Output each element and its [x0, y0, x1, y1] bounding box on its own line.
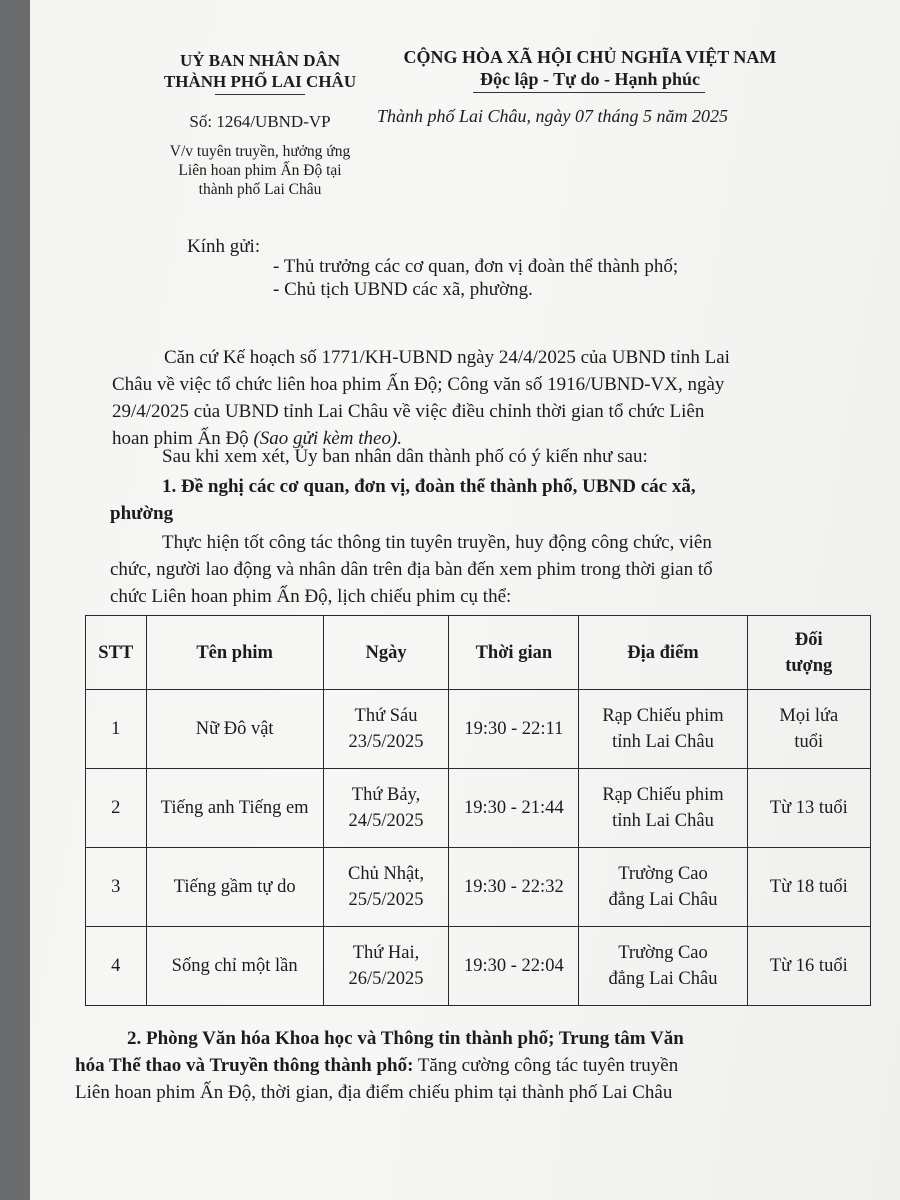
document-page: [30, 0, 900, 1200]
cell-audience-line1: Từ 16 tuổi: [769, 956, 848, 976]
cell-venue-line1: Trường Cao: [618, 943, 708, 963]
cell-venue: [579, 690, 747, 769]
cell-venue-line1: Rạp Chiếu phim: [602, 785, 724, 805]
cell-time: 19:30 - 22:32: [449, 848, 579, 927]
cell-venue: [579, 848, 747, 927]
cell-stt: 4: [86, 927, 147, 1006]
cell-date-day: 25/5/2025: [348, 890, 424, 910]
table-row: [86, 769, 871, 848]
cell-venue-line2: tỉnh Lai Châu: [612, 811, 714, 831]
cell-venue-line2: tỉnh Lai Châu: [612, 732, 714, 752]
org-name-line2: THÀNH PHỐ LAI CHÂU: [163, 72, 357, 91]
nation-line2: Độc lập - Tự do - Hạnh phúc: [479, 69, 701, 89]
cell-audience-line1: Mọi lứa: [779, 706, 839, 726]
cell-film: Tiếng anh Tiếng em: [146, 769, 323, 848]
cell-audience: [747, 927, 870, 1006]
recipient-item-1: - Thủ trưởng các cơ quan, đơn vị đoàn thể thành phố;: [273, 256, 679, 277]
cell-film: Nữ Đô vật: [146, 690, 323, 769]
section-2: [75, 1025, 875, 1106]
cell-audience-line1: Từ 13 tuổi: [769, 798, 848, 818]
subject-block: [140, 142, 380, 199]
col-header-venue: Địa điểm: [579, 616, 747, 690]
section-2-heading-line2: hóa Thể thao và Truyền thông thành phố:: [75, 1055, 414, 1076]
nation-line1: CỘNG HÒA XÃ HỘI CHỦ NGHĨA VIỆT NAM: [403, 47, 777, 67]
cell-venue: [579, 769, 747, 848]
section-2-heading-line1: 2. Phòng Văn hóa Khoa học và Thông tin thành phố; Trung tâm Văn: [127, 1028, 684, 1049]
cell-audience: [747, 769, 870, 848]
basis-line4-text: hoan phim Ấn Độ: [112, 428, 254, 449]
table-row: [86, 848, 871, 927]
section-1-heading-line1: 1. Đề nghị các cơ quan, đơn vị, đoàn thể thành phố, UBND các xã,: [162, 476, 696, 497]
section-1-text: [110, 529, 880, 610]
screening-schedule-table: [85, 615, 871, 1006]
cell-venue-line2: đẳng Lai Châu: [608, 890, 718, 910]
section-1-text-line2: chức, người lao động và nhân dân trên địa bàn đến xem phim trong thời gian tổ: [110, 559, 713, 580]
org-underline: [215, 94, 305, 95]
table-header-row: [86, 616, 871, 690]
cell-date-weekday: Thứ Bảy,: [351, 785, 421, 805]
cell-venue-line1: Rạp Chiếu phim: [602, 706, 724, 726]
national-title: [365, 46, 815, 90]
cell-date: [323, 848, 449, 927]
basis-line3: 29/4/2025 của UBND tỉnh Lai Châu về việc điều chỉnh thời gian tổ chức Liên: [112, 401, 705, 422]
cell-stt: 1: [86, 690, 147, 769]
cell-venue-line1: Trường Cao: [618, 864, 708, 884]
opinion-line: Sau khi xem xét, Ủy ban nhân dân thành phố có ý kiến như sau:: [162, 446, 648, 467]
cell-film: Tiếng gầm tự do: [146, 848, 323, 927]
cell-date: [323, 690, 449, 769]
cell-stt: 2: [86, 769, 147, 848]
cell-time: 19:30 - 22:04: [449, 927, 579, 1006]
cell-audience-line2: tuổi: [794, 732, 824, 752]
section-1-heading-line2: phường: [110, 503, 174, 524]
attachment-note: (Sao gửi kèm theo).: [253, 428, 403, 449]
section-2-line2: [75, 1052, 875, 1079]
table-row: [86, 927, 871, 1006]
cell-date-weekday: Chủ Nhật,: [347, 864, 425, 884]
col-header-audience: [747, 616, 870, 690]
section-2-text-start: Tăng cường công tác tuyên truyền: [413, 1055, 679, 1076]
cell-date-weekday: Thứ Hai,: [352, 943, 420, 963]
cell-venue-line2: đẳng Lai Châu: [608, 969, 718, 989]
cell-venue: [579, 927, 747, 1006]
cell-audience-line1: Từ 18 tuổi: [769, 877, 848, 897]
basis-line2: Châu về việc tổ chức liên hoa phim Ấn Độ; Công văn số 1916/UBND-VX, ngày: [112, 374, 725, 395]
basis-paragraph: [112, 344, 872, 452]
section-2-line3: Liên hoan phim Ấn Độ, thời gian, địa điểm chiếu phim tại thành phố Lai Châu: [75, 1082, 673, 1103]
recipient-item-2: - Chủ tịch UBND các xã, phường.: [273, 279, 533, 300]
col-header-time: Thời gian: [449, 616, 579, 690]
audience-header-line1: Đối: [794, 629, 823, 650]
cell-time: 19:30 - 21:44: [449, 769, 579, 848]
org-name-line1: UỶ BAN NHÂN DÂN: [179, 51, 341, 70]
basis-line1: Căn cứ Kế hoạch số 1771/KH-UBND ngày 24/4/2025 của UBND tỉnh Lai: [164, 347, 730, 368]
subject-line1: V/v tuyên truyền, hưởng ứng: [169, 143, 351, 160]
place-date: Thành phố Lai Châu, ngày 07 tháng 5 năm 2025: [377, 106, 729, 126]
cell-time: 19:30 - 22:11: [449, 690, 579, 769]
section-1-text-line3: chức Liên hoan phim Ấn Độ, lịch chiếu phim cụ thể:: [110, 586, 512, 607]
cell-date-day: 24/5/2025: [348, 811, 424, 831]
motto-underline: [473, 92, 705, 93]
section-1-text-line1: Thực hiện tốt công tác thông tin tuyên truyền, huy động công chức, viên: [162, 532, 712, 553]
cell-film: Sống chỉ một lần: [146, 927, 323, 1006]
audience-header-line2: tượng: [785, 655, 833, 676]
subject-line3: thành phố Lai Châu: [198, 181, 322, 198]
subject-line2: Liên hoan phim Ấn Độ tại: [178, 162, 342, 179]
col-header-stt: STT: [86, 616, 147, 690]
cell-audience: [747, 690, 870, 769]
cell-date-weekday: Thứ Sáu: [354, 706, 418, 726]
cell-date-day: 23/5/2025: [348, 732, 424, 752]
cell-date: [323, 927, 449, 1006]
cell-audience: [747, 848, 870, 927]
recipients-label: Kính gửi:: [187, 236, 261, 257]
cell-date: [323, 769, 449, 848]
col-header-film: Tên phim: [146, 616, 323, 690]
section-1-heading: [110, 473, 880, 527]
col-header-date: Ngày: [323, 616, 449, 690]
table-row: [86, 690, 871, 769]
cell-stt: 3: [86, 848, 147, 927]
cell-date-day: 26/5/2025: [348, 969, 424, 989]
issuing-authority: [145, 50, 375, 92]
doc-number: Số: 1264/UBND-VP: [189, 112, 331, 131]
